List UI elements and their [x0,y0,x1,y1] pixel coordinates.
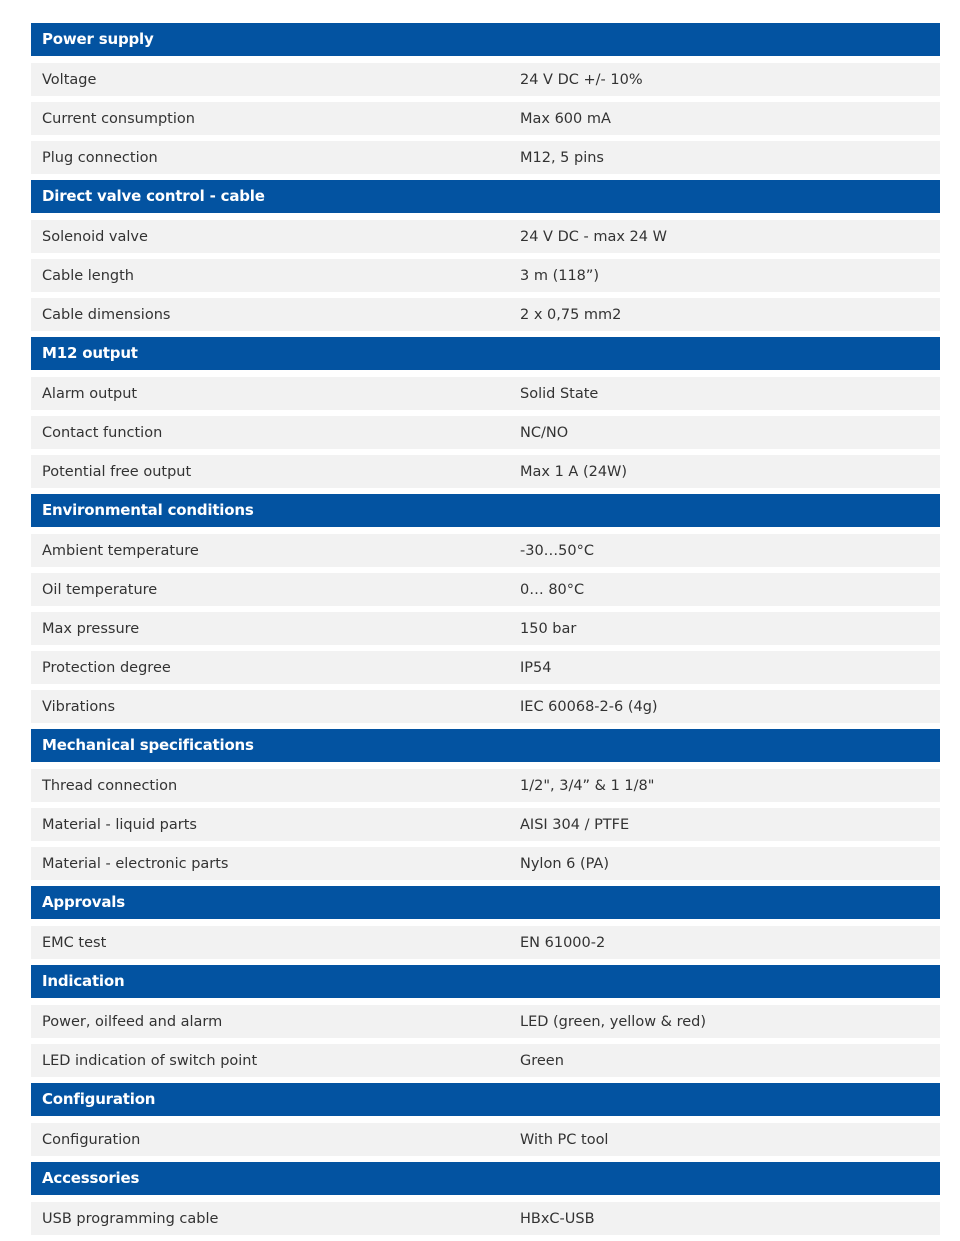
spec-value: 0… 80°C [520,581,585,598]
spec-row [31,1044,940,1077]
spec-label: Plug connection [42,149,158,166]
spec-value: IP54 [520,659,552,676]
spec-value: 1/2", 3/4” & 1 1/8" [520,777,655,794]
spec-value: HBxC-USB [520,1210,595,1227]
section-m12-output [31,337,940,488]
spec-label: LED indication of switch point [42,1052,258,1069]
spec-label: Configuration [42,1131,141,1148]
spec-label: EMC test [42,934,107,951]
section-header: Configuration [31,1083,940,1116]
spec-row [31,926,940,959]
spec-label: Solenoid valve [42,228,148,245]
spec-value: LED (green, yellow & red) [520,1013,707,1030]
spec-row [31,377,940,410]
spec-label: Material - electronic parts [42,855,229,872]
spec-value: Green [520,1052,564,1069]
spec-value: AISI 304 / PTFE [520,816,630,833]
section-approvals [31,886,940,959]
spec-value: With PC tool [520,1131,609,1148]
spec-row [31,1123,940,1156]
spec-label: Ambient temperature [42,542,199,559]
spec-label: Contact function [42,424,163,441]
section-environmental-conditions [31,494,940,723]
spec-value: -30…50°C [520,542,595,559]
spec-label: Cable length [42,267,134,284]
spec-row [31,102,940,135]
spec-label: USB programming cable [42,1210,219,1227]
spec-row [31,1005,940,1038]
spec-row [31,220,940,253]
spec-row [31,141,940,174]
spec-value: Solid State [520,385,599,402]
section-header: Environmental conditions [31,494,940,527]
spec-value: 2 x 0,75 mm2 [520,306,622,323]
spec-row [31,298,940,331]
section-header: Direct valve control - cable [31,180,940,213]
spec-label: Potential free output [42,463,192,480]
section-header: M12 output [31,337,940,370]
spec-row [31,259,940,292]
section-header: Indication [31,965,940,998]
spec-value: 24 V DC - max 24 W [520,228,667,245]
section-header: Accessories [31,1162,940,1195]
section-mechanical-specifications [31,729,940,880]
spec-value: M12, 5 pins [520,149,604,166]
spec-value: Max 600 mA [520,110,611,127]
section-header: Mechanical specifications [31,729,940,762]
spec-value: 150 bar [520,620,577,637]
spec-label: Power, oilfeed and alarm [42,1013,223,1030]
spec-row [31,769,940,802]
spec-row [31,651,940,684]
spec-value: EN 61000-2 [520,934,606,951]
spec-row [31,573,940,606]
spec-label: Thread connection [42,777,178,794]
spec-row [31,534,940,567]
spec-label: Max pressure [42,620,140,637]
spec-label: Material - liquid parts [42,816,197,833]
spec-row [31,1202,940,1235]
spec-value: 3 m (118”) [520,267,600,284]
spec-label: Current consumption [42,110,195,127]
spec-value: 24 V DC +/- 10% [520,71,643,88]
spec-row [31,847,940,880]
spec-label: Oil temperature [42,581,158,598]
section-power-supply [31,23,940,174]
spec-row [31,416,940,449]
spec-label: Protection degree [42,659,171,676]
spec-value: IEC 60068-2-6 (4g) [520,698,658,715]
spec-row [31,690,940,723]
spec-label: Voltage [42,71,97,88]
section-direct-valve-control [31,180,940,331]
spec-value: Max 1 A (24W) [520,463,628,480]
section-header: Approvals [31,886,940,919]
spec-value: NC/NO [520,424,569,441]
spec-row [31,63,940,96]
section-configuration [31,1083,940,1156]
section-header: Power supply [31,23,940,56]
spec-row [31,808,940,841]
spec-label: Alarm output [42,385,138,402]
section-indication [31,965,940,1077]
spec-row [31,455,940,488]
spec-label: Cable dimensions [42,306,171,323]
section-accessories [31,1162,940,1235]
spec-value: Nylon 6 (PA) [520,855,610,872]
spec-label: Vibrations [42,698,116,715]
spec-table [31,23,940,1241]
spec-row [31,612,940,645]
